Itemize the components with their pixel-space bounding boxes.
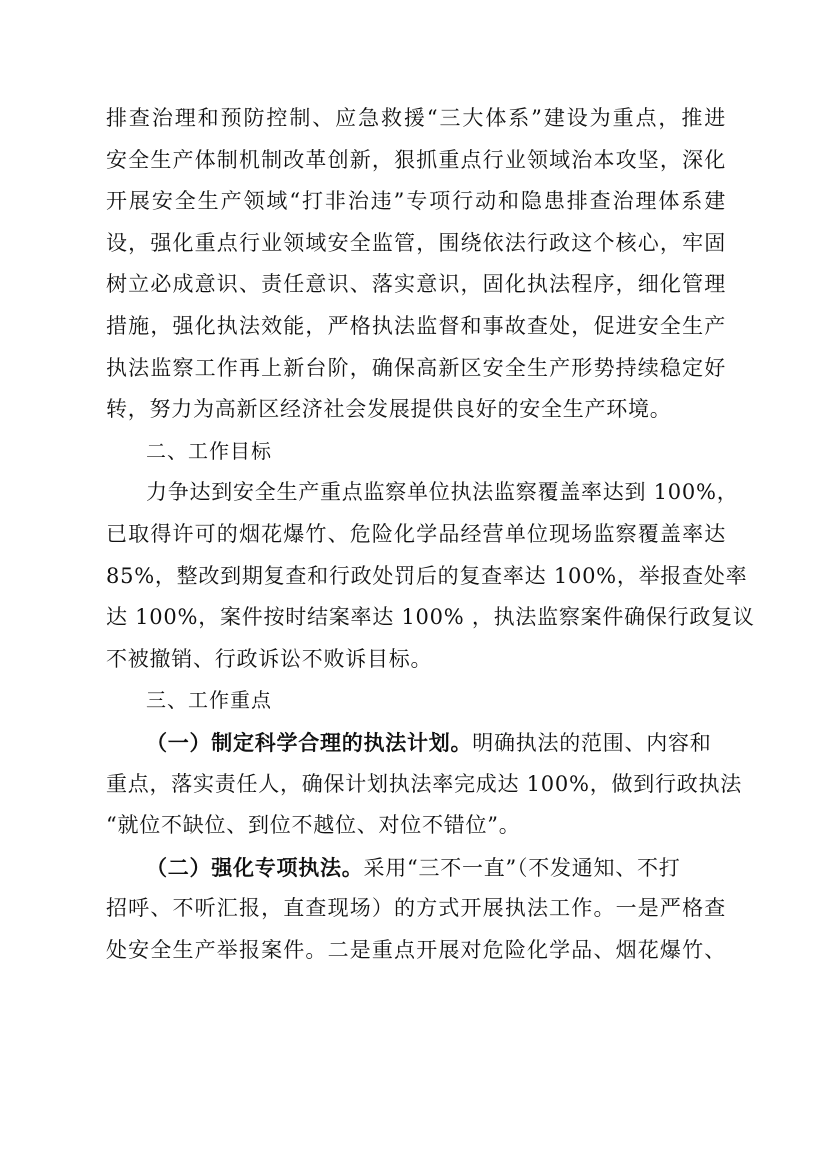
text-line: 树立必成意识、责任意识、落实意识，固化执法程序，细化管理 (106, 272, 726, 297)
text-line: 力争达到安全生产重点监察单位执法监察覆盖率达到 100%， (146, 480, 739, 505)
text-line: 设，强化重点行业领域安全监管，围绕依法行政这个核心，牢固 (106, 230, 726, 255)
text-run: 明确执法的范围、内容和 (472, 730, 712, 755)
paragraph-special-enforcement (106, 847, 726, 972)
subheading-enforcement-plan: （一）制定科学合理的执法计划。 (146, 729, 473, 755)
text-line: 达 100%，案件按时结案率达 100% ，执法监察案件确保行政复议 (106, 605, 755, 630)
text-line: 已取得许可的烟花爆竹、危险化学品经营单位现场监察覆盖率达 (106, 521, 726, 546)
paragraph-work-goals (106, 472, 755, 680)
text-line: 不被撤销、行政诉讼不败诉目标。 (106, 646, 433, 671)
text-run: 采用“三不一直”（不发通知、不打 (363, 855, 681, 880)
text-line: 转，努力为高新区经济社会发展提供良好的安全生产环境。 (106, 397, 672, 422)
text-line: 排查治理和预防控制、应急救援“三大体系”建设为重点，推进 (106, 106, 726, 130)
text-line: “就位不缺位、到位不越位、对位不错位”。 (106, 813, 521, 838)
document-body (106, 98, 755, 971)
text-line: 开展安全生产领域“打非治违”专项行动和隐患排查治理体系建 (106, 189, 726, 214)
paragraph-work-principle (106, 98, 726, 431)
paragraph-enforcement-plan (106, 722, 742, 847)
text-line: 重点，落实责任人，确保计划执法率完成达 100%，做到行政执法 (106, 771, 742, 796)
text-line: 招呼、不听汇报，直查现场）的方式开展执法工作。一是严格查 (106, 896, 726, 921)
section-heading-work-focus: 三、工作重点 (146, 688, 272, 713)
text-line (106, 722, 726, 764)
text-line (106, 847, 726, 889)
text-line: 安全生产体制机制改革创新，狠抓重点行业领域治本攻坚，深化 (106, 147, 726, 172)
text-line: 执法监察工作再上新台阶，确保高新区安全生产形势持续稳定好 (106, 355, 726, 380)
subheading-special-enforcement: （二）强化专项执法。 (146, 854, 364, 880)
text-line: 85%，整改到期复查和行政处罚后的复查率达 100%，举报查处率 (106, 563, 748, 588)
text-line: 措施，强化执法效能，严格执法监督和事故查处，促进安全生产 (106, 313, 726, 338)
section-heading-work-goals: 二、工作目标 (146, 438, 272, 463)
text-line: 处安全生产举报案件。二是重点开展对危险化学品、烟花爆竹、 (106, 937, 726, 962)
